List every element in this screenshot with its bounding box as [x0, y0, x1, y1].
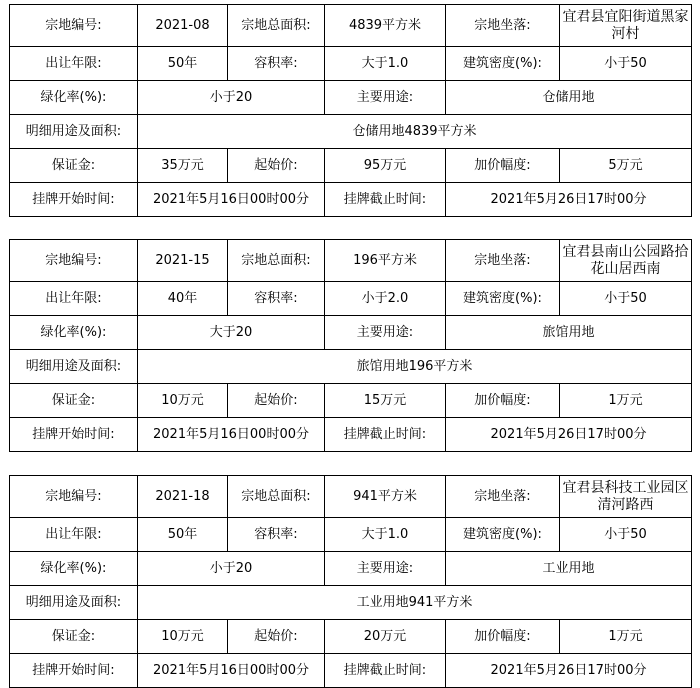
green-label: 绿化率(%):: [10, 552, 138, 586]
start-price-value: 15万元: [325, 384, 446, 418]
use-label: 主要用途:: [325, 316, 446, 350]
deposit-value: 10万元: [138, 620, 228, 654]
location-label: 宗地坐落:: [446, 476, 560, 518]
green-value: 小于20: [138, 81, 325, 115]
increment-label: 加价幅度:: [446, 620, 560, 654]
location-value: 宜君县科技工业园区清河路西: [560, 476, 692, 518]
detail-label: 明细用途及面积:: [10, 350, 138, 384]
increment-label: 加价幅度:: [446, 384, 560, 418]
total-area-value: 196平方米: [325, 240, 446, 282]
listing-end-value: 2021年5月26日17时00分: [446, 418, 692, 452]
parcel-no-value: 2021-18: [138, 476, 228, 518]
detail-label: 明细用途及面积:: [10, 586, 138, 620]
total-area-value: 941平方米: [325, 476, 446, 518]
deposit-label: 保证金:: [10, 149, 138, 183]
density-label: 建筑密度(%):: [446, 47, 560, 81]
listing-end-label: 挂牌截止时间:: [325, 183, 446, 217]
listing-start-value: 2021年5月16日00时00分: [138, 654, 325, 688]
increment-value: 1万元: [560, 620, 692, 654]
term-label: 出让年限:: [10, 518, 138, 552]
location-label: 宗地坐落:: [446, 240, 560, 282]
detail-value: 工业用地941平方米: [138, 586, 692, 620]
location-value: 宜君县南山公园路拾花山居西南: [560, 240, 692, 282]
deposit-label: 保证金:: [10, 620, 138, 654]
term-value: 50年: [138, 518, 228, 552]
term-label: 出让年限:: [10, 47, 138, 81]
far-label: 容积率:: [228, 518, 325, 552]
detail-value: 旅馆用地196平方米: [138, 350, 692, 384]
listing-start-value: 2021年5月16日00时00分: [138, 183, 325, 217]
green-label: 绿化率(%):: [10, 316, 138, 350]
total-area-label: 宗地总面积:: [228, 240, 325, 282]
parcel-table-1: [9, 4, 692, 217]
detail-value: 仓储用地4839平方米: [138, 115, 692, 149]
deposit-label: 保证金:: [10, 384, 138, 418]
location-label: 宗地坐落:: [446, 5, 560, 47]
deposit-value: 10万元: [138, 384, 228, 418]
far-value: 小于2.0: [325, 282, 446, 316]
listing-start-value: 2021年5月16日00时00分: [138, 418, 325, 452]
far-value: 大于1.0: [325, 518, 446, 552]
parcel-no-value: 2021-08: [138, 5, 228, 47]
start-price-label: 起始价:: [228, 384, 325, 418]
density-label: 建筑密度(%):: [446, 282, 560, 316]
term-value: 50年: [138, 47, 228, 81]
detail-label: 明细用途及面积:: [10, 115, 138, 149]
green-label: 绿化率(%):: [10, 81, 138, 115]
start-price-label: 起始价:: [228, 620, 325, 654]
listing-start-label: 挂牌开始时间:: [10, 654, 138, 688]
use-value: 工业用地: [446, 552, 692, 586]
parcel-table-2: [9, 239, 692, 452]
total-area-label: 宗地总面积:: [228, 476, 325, 518]
density-value: 小于50: [560, 47, 692, 81]
listing-start-label: 挂牌开始时间:: [10, 418, 138, 452]
start-price-value: 20万元: [325, 620, 446, 654]
parcel-no-label: 宗地编号:: [10, 240, 138, 282]
increment-label: 加价幅度:: [446, 149, 560, 183]
density-value: 小于50: [560, 518, 692, 552]
listing-end-label: 挂牌截止时间:: [325, 654, 446, 688]
start-price-value: 95万元: [325, 149, 446, 183]
parcel-no-label: 宗地编号:: [10, 476, 138, 518]
use-value: 仓储用地: [446, 81, 692, 115]
parcel-no-value: 2021-15: [138, 240, 228, 282]
location-value: 宜君县宜阳街道黑家河村: [560, 5, 692, 47]
total-area-label: 宗地总面积:: [228, 5, 325, 47]
increment-value: 5万元: [560, 149, 692, 183]
deposit-value: 35万元: [138, 149, 228, 183]
density-value: 小于50: [560, 282, 692, 316]
listing-end-value: 2021年5月26日17时00分: [446, 654, 692, 688]
far-value: 大于1.0: [325, 47, 446, 81]
use-value: 旅馆用地: [446, 316, 692, 350]
total-area-value: 4839平方米: [325, 5, 446, 47]
increment-value: 1万元: [560, 384, 692, 418]
green-value: 大于20: [138, 316, 325, 350]
far-label: 容积率:: [228, 47, 325, 81]
parcel-table-3: [9, 475, 692, 688]
start-price-label: 起始价:: [228, 149, 325, 183]
listing-start-label: 挂牌开始时间:: [10, 183, 138, 217]
use-label: 主要用途:: [325, 552, 446, 586]
listing-end-value: 2021年5月26日17时00分: [446, 183, 692, 217]
use-label: 主要用途:: [325, 81, 446, 115]
green-value: 小于20: [138, 552, 325, 586]
parcel-no-label: 宗地编号:: [10, 5, 138, 47]
term-value: 40年: [138, 282, 228, 316]
listing-end-label: 挂牌截止时间:: [325, 418, 446, 452]
term-label: 出让年限:: [10, 282, 138, 316]
density-label: 建筑密度(%):: [446, 518, 560, 552]
far-label: 容积率:: [228, 282, 325, 316]
